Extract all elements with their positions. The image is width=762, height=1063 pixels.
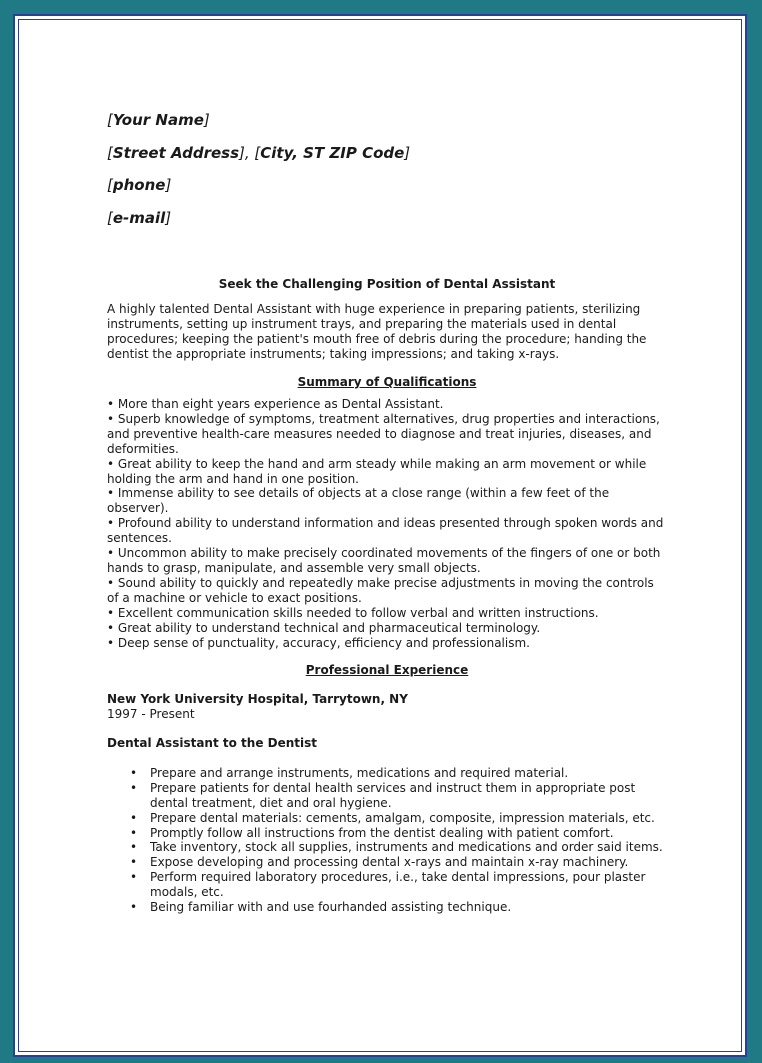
list-item: • Prepare patients for dental health services and instruct them in appropriate post dental treatment, diet and oral hygiene.: [130, 781, 636, 810]
list-item: • Being familiar with and use fourhanded assisting technique.: [130, 899, 512, 914]
list-item: • Promptly follow all instructions from the dentist dealing with patient comfort.: [130, 825, 614, 840]
job-title: Dental Assistant to the Dentist: [107, 736, 318, 751]
header-email: [e-mail]: [107, 208, 172, 227]
list-item: • Deep sense of punctuality, accuracy, efficiency and professionalism.: [107, 635, 530, 650]
qualifications-title: Summary of Qualifications: [297, 375, 477, 389]
list-item: • Prepare and arrange instruments, medications and required material.: [130, 766, 569, 781]
list-item: • Great ability to keep the hand and arm steady while making an arm movement or while holding the arm and hand in one position.: [107, 456, 647, 486]
bullet-icon: •: [130, 810, 138, 825]
bullet-icon: •: [130, 899, 138, 914]
street-field: Street Address: [112, 143, 240, 162]
objective-title: Seek the Challenging Position of Dental Assistant: [218, 277, 556, 291]
bullet-icon: •: [130, 766, 138, 781]
bullet-icon: •: [130, 855, 138, 870]
list-item: • Take inventory, stock all supplies, instruments and medications and order said items.: [130, 840, 663, 855]
bullet-icon: •: [130, 869, 138, 884]
name-field: Your Name: [112, 111, 204, 129]
list-item: • Profound ability to understand information and ideas presented through spoken words and sentences.: [107, 516, 664, 546]
bullet-icon: •: [130, 825, 138, 840]
list-item: • Prepare dental materials: cements, amalgam, composite, impression materials, etc.: [130, 810, 655, 825]
list-item: • Immense ability to see details of objects at a close range (within a few feet of the observer).: [107, 486, 610, 516]
header-address: [Street Address], [City, ST ZIP Code]: [107, 143, 411, 162]
resume-page: [13, 14, 747, 1057]
list-item: • Uncommon ability to make precisely coordinated movements of the fingers of one or both hands to grasp, manipulate, and assemble very small objects.: [107, 546, 661, 575]
email-field: e-mail: [112, 208, 166, 227]
list-item: • Perform required laboratory procedures, i.e., take dental impressions, pour plaster modals, etc.: [130, 869, 646, 899]
city-field: City, ST ZIP Code: [260, 143, 405, 162]
header-phone: [phone]: [107, 176, 172, 194]
resume-content: [107, 104, 667, 914]
bullet-icon: •: [130, 840, 138, 855]
list-item: • Expose developing and processing dental x-rays and maintain x-ray machinery.: [130, 855, 629, 870]
experience-title: Professional Experience: [305, 663, 469, 678]
header-name: [Your Name]: [107, 111, 210, 129]
employer-name: New York University Hospital, Tarrytown, NY: [107, 692, 408, 707]
list-item: • Superb knowledge of symptoms, treatment alternatives, drug properties and interactions, and preventive health-care measures needed to diagnose and treat injuries, diseases, and deformities.: [107, 411, 660, 456]
list-item: • Great ability to understand technical and pharmaceutical terminology.: [107, 620, 541, 635]
phone-field: phone: [112, 176, 166, 194]
bullet-icon: •: [130, 781, 138, 796]
list-item: • More than eight years experience as Dental Assistant.: [107, 397, 444, 411]
qualifications-list: [107, 397, 667, 650]
objective-text: A highly talented Dental Assistant with huge experience in preparing patients, sterilizing instruments, setting up instrument trays, and preparing the materials used in dental procedures; keeping the patient's mouth free of debris during the procedure; handing the dentist the appropriate instruments; taking impressions; and taking x-rays.: [107, 302, 647, 361]
list-item: • Sound ability to quickly and repeatedly make precise adjustments in moving the controls of a machine or vehicle to exact positions.: [107, 575, 654, 605]
duties-list: [107, 766, 667, 914]
employment-dates: 1997 - Present: [107, 707, 195, 722]
list-item: • Excellent communication skills needed to follow verbal and written instructions.: [107, 605, 599, 620]
